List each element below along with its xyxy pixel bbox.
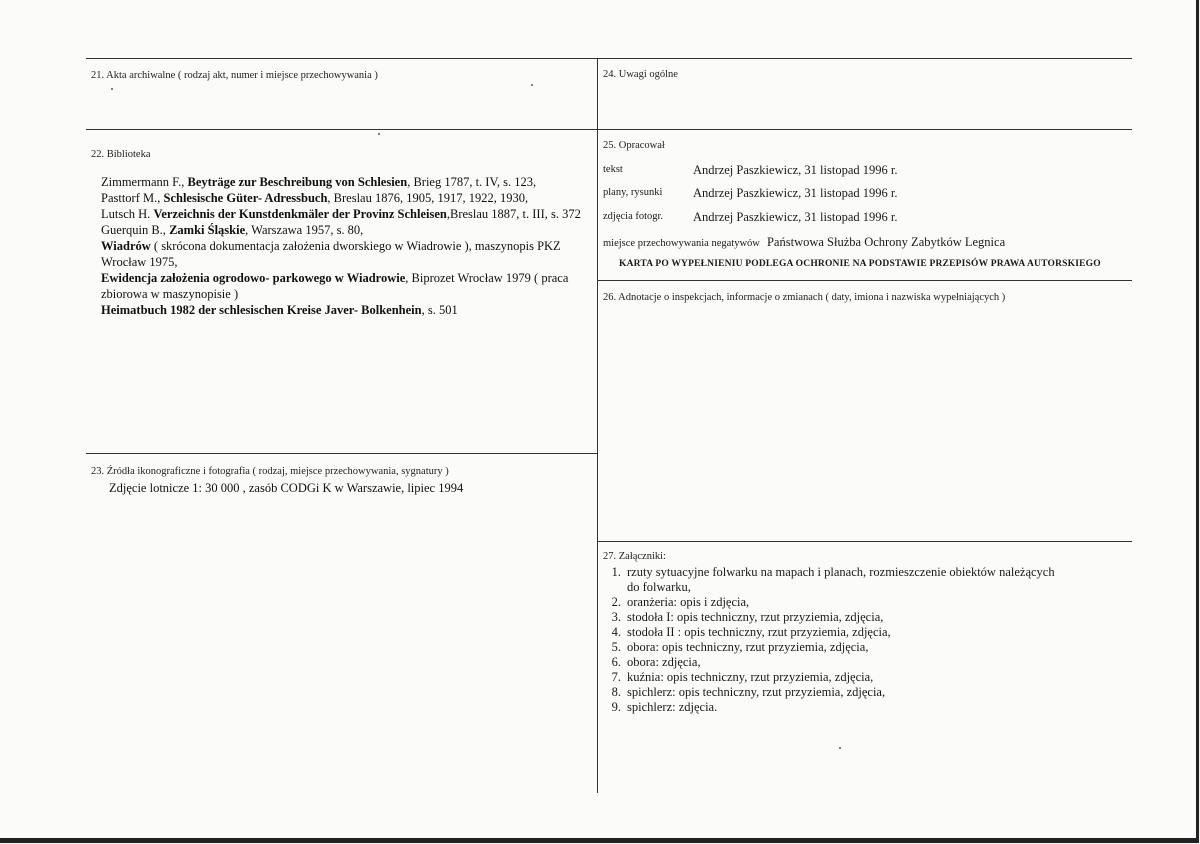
author-row-value: Andrzej Paszkiewicz, 31 listopad 1996 r. [693, 186, 898, 200]
section-21-label: 21. Akta archiwalne ( rodzaj akt, numer i miejsce przechowywania ) [91, 70, 378, 81]
attachments-list [603, 565, 1055, 715]
row-divider-26-27 [597, 541, 1132, 542]
attachment-item: 3. stodoła I: opis techniczny, rzut przyziemia, zdjęcia, [611, 610, 884, 624]
section-27-label: 27. Załączniki: [603, 551, 666, 562]
row-divider-1 [86, 129, 1132, 130]
author-row-key: zdjęcia fotogr. [603, 211, 664, 222]
attachment-item: 7. kuźnia: opis techniczny, rzut przyziemia, zdjęcia, [611, 670, 874, 684]
author-row-value: Andrzej Paszkiewicz, 31 listopad 1996 r. [693, 210, 898, 224]
author-row-value: Andrzej Paszkiewicz, 31 listopad 1996 r. [693, 163, 898, 177]
negatives-storage-value: Państwowa Służba Ochrony Zabytków Legnica [766, 235, 1006, 249]
row-divider-22-23 [86, 453, 597, 454]
bibliography-entry-line: Wrocław 1975, [101, 255, 178, 269]
attachment-item: 2. oranżeria: opis i zdjęcia, [611, 595, 750, 609]
bibliography-list [101, 174, 581, 318]
author-row-key: tekst [603, 164, 623, 175]
attachment-item: 1. rzuty sytuacyjne folwarku na mapach i planach, rozmieszczenie obiektów należących do folwarku, [611, 565, 1055, 594]
top-border [86, 58, 1132, 59]
bibliography-entry-line: Pasttorf M., Schlesische Güter- Adressbuch, Breslau 1876, 1905, 1917, 1922, 1930, [101, 191, 529, 205]
attachment-item: 4. stodoła II : opis techniczny, rzut przyziemia, zdjęcia, [611, 625, 891, 639]
iconography-text: Zdjęcie lotnicze 1: 30 000 , zasób CODGi K w Warszawie, lipiec 1994 [109, 481, 464, 495]
author-row-key: plany, rysunki [603, 187, 663, 198]
scan-speck [111, 88, 113, 90]
row-divider-25-26 [597, 280, 1132, 281]
section-26-label: 26. Adnotacje o inspekcjach, informacje o zmianach ( daty, imiona i nazwiska wypełniających ) [603, 292, 1006, 303]
scan-speck [839, 747, 841, 749]
attachment-item: 8. spichlerz: opis techniczny, rzut przyziemia, zdjęcia, [611, 685, 886, 699]
bibliography-entry-line: Lutsch H. Verzeichnis der Kunstdenkmäler der Provinz Schleisen,Breslau 1887, t. III, s. 372 [101, 207, 581, 221]
bibliography-entry-line: Zimmermann F., Beyträge zur Beschreibung von Schlesien, Brieg 1787, t. IV, s. 123, [101, 175, 537, 189]
section-24-label: 24. Uwagi ogólne [603, 69, 678, 80]
bibliography-entry-line: Wiadrów ( skrócona dokumentacja założenia dworskiego w Wiadrowie ), maszynopis PKZ [101, 239, 561, 253]
bibliography-entry-line: Heimatbuch 1982 der schlesischen Kreise Javer- Bolkenhein, s. 501 [101, 303, 458, 317]
attachment-item: 5. obora: opis techniczny, rzut przyziemia, zdjęcia, [611, 640, 869, 654]
bibliography-entry-line: Guerquin B., Zamki Śląskie, Warszawa 1957, s. 80, [101, 223, 364, 237]
negatives-storage-row [603, 235, 1005, 250]
copyright-notice: KARTA PO WYPEŁNIENIU PODLEGA OCHRONIE NA PODSTAWIE PRZEPISÓW PRAWA AUTORSKIEGO [619, 259, 1101, 269]
bibliography-entry-line: zbiorowa w maszynopisie ) [101, 287, 239, 301]
center-divider [597, 58, 598, 793]
scan-speck [378, 133, 380, 135]
bibliography-entry-line: Ewidencja założenia ogrodowo- parkowego w Wiadrowie, Biprozet Wrocław 1979 ( praca [101, 271, 569, 285]
attachment-item: 9. spichlerz: zdjęcia. [611, 700, 718, 714]
scan-speck [531, 84, 533, 86]
attachment-item: 6. obora: zdjęcia, [611, 655, 701, 669]
negatives-storage-label: miejsce przechowywania negatywów [603, 238, 760, 249]
section-22-label: 22. Biblioteka [91, 149, 151, 160]
section-23-label: 23. Źródła ikonograficzne i fotografia ( rodzaj, miejsce przechowywania, sygnatury ) [91, 466, 449, 477]
section-25-label: 25. Opracował [603, 140, 665, 151]
